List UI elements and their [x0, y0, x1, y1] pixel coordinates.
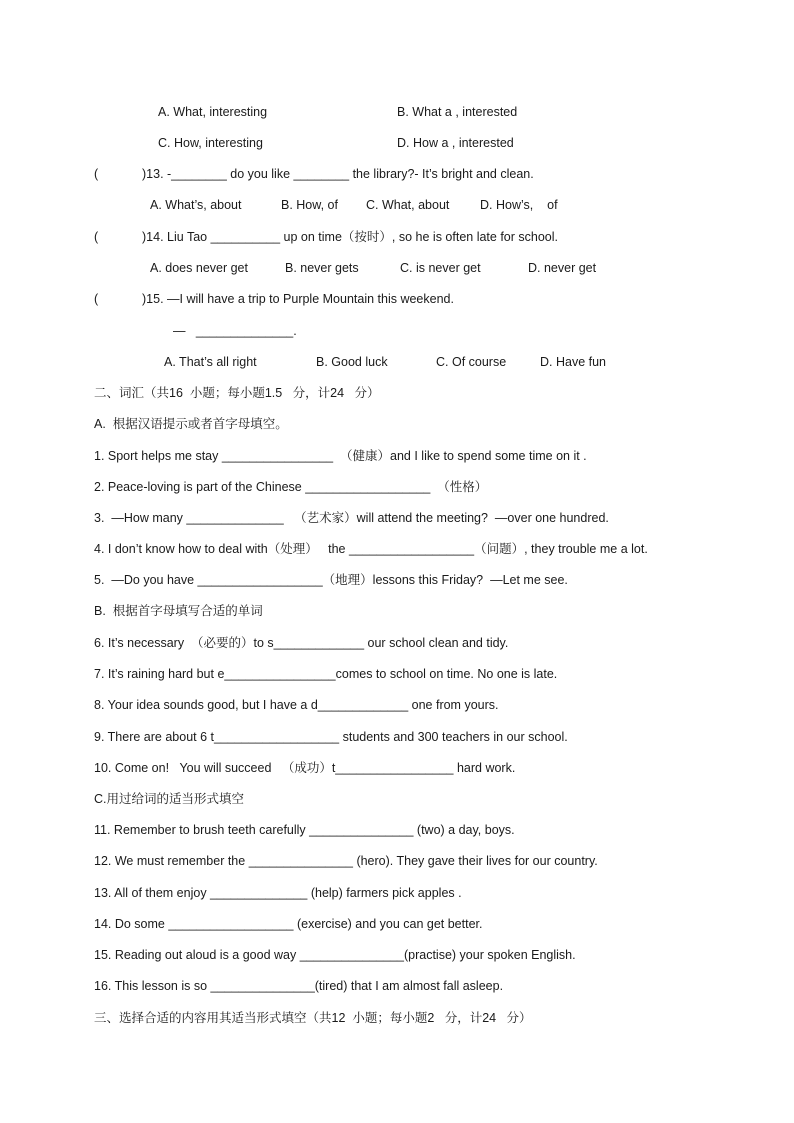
vocab-item-2: 2. Peace-loving is part of the Chinese __________________ （性格）: [94, 480, 488, 494]
vocab-item-8: 8. Your idea sounds good, but I have a d_____________ one from yours.: [94, 698, 499, 712]
q15-paren: (: [94, 292, 99, 306]
vocab-item-3: 3. —How many ______________ （艺术家）will attend the meeting? —over one hundred.: [94, 511, 609, 525]
q14-option-d: D. never get: [528, 261, 597, 275]
vocab-item-9: 9. There are about 6 t__________________ students and 300 teachers in our school.: [94, 730, 568, 744]
vocab-item-11: 11. Remember to brush teeth carefully _______________ (two) a day, boys.: [94, 823, 515, 837]
vocab-item-6: 6. It’s necessary （必要的）to s_____________ our school clean and tidy.: [94, 636, 509, 650]
q15-option-a: A. That’s all right: [164, 355, 257, 369]
section3-heading: 三、选择合适的内容用其适当形式填空（共12 小题；每小题2 分，计24 分）: [94, 1011, 532, 1025]
prev-option-c: C. How, interesting: [158, 136, 263, 150]
q15-option-b: B. Good luck: [316, 355, 388, 369]
q15-option-c: C. Of course: [436, 355, 507, 369]
q13-option-d: D. How’s, of: [480, 198, 558, 212]
vocab-item-14: 14. Do some __________________ (exercise) and you can get better.: [94, 917, 483, 931]
vocab-item-1: 1. Sport helps me stay ________________ （健康）and I like to spend some time on it .: [94, 449, 587, 463]
q14-text: )14. Liu Tao __________ up on time（按时）, so he is often late for school.: [142, 230, 558, 244]
vocab-item-13: 13. All of them enjoy ______________ (help) farmers pick apples .: [94, 886, 462, 900]
q13-option-b: B. How, of: [281, 198, 338, 212]
prev-option-b: B. What a , interested: [397, 105, 518, 119]
q14-option-a: A. does never get: [150, 261, 248, 275]
vocab-item-7: 7. It’s raining hard but e________________comes to school on time. No one is late.: [94, 667, 558, 681]
q14-option-c: C. is never get: [400, 261, 481, 275]
q13-text: )13. -________ do you like ________ the library?- It’s bright and clean.: [142, 167, 534, 181]
vocab-item-12: 12. We must remember the _______________ (hero). They gave their lives for our country.: [94, 854, 598, 868]
q15-text: )15. —I will have a trip to Purple Mountain this weekend.: [142, 292, 454, 306]
section2-part-a-heading: A. 根据汉语提示或者首字母填空。: [94, 417, 288, 431]
q13-paren: (: [94, 167, 99, 181]
section2-heading: 二、词汇（共16 小题；每小题1.5 分，计24 分）: [94, 386, 380, 400]
q13-option-c: C. What, about: [366, 198, 450, 212]
q15-option-d: D. Have fun: [540, 355, 607, 369]
section2-part-c-heading: C.用过给词的适当形式填空: [94, 792, 245, 806]
q14-paren: (: [94, 230, 99, 244]
q15-response-blank: — ______________.: [173, 324, 297, 338]
section2-part-b-heading: B. 根据首字母填写合适的单词: [94, 604, 263, 618]
prev-option-a: A. What, interesting: [158, 105, 268, 119]
vocab-item-16: 16. This lesson is so _______________(tired) that I am almost fall asleep.: [94, 979, 504, 993]
prev-option-d: D. How a , interested: [397, 136, 514, 150]
q13-option-a: A. What’s, about: [150, 198, 242, 212]
vocab-item-4: 4. I don’t know how to deal with（处理） the __________________（问题）, they trouble me a lot.: [94, 542, 648, 556]
vocab-item-10: 10. Come on! You will succeed （成功）t_________________ hard work.: [94, 761, 516, 775]
vocab-item-15: 15. Reading out aloud is a good way _______________(practise) your spoken English.: [94, 948, 576, 962]
q14-option-b: B. never gets: [285, 261, 359, 275]
vocab-item-5: 5. —Do you have __________________（地理）lessons this Friday? —Let me see.: [94, 573, 568, 587]
